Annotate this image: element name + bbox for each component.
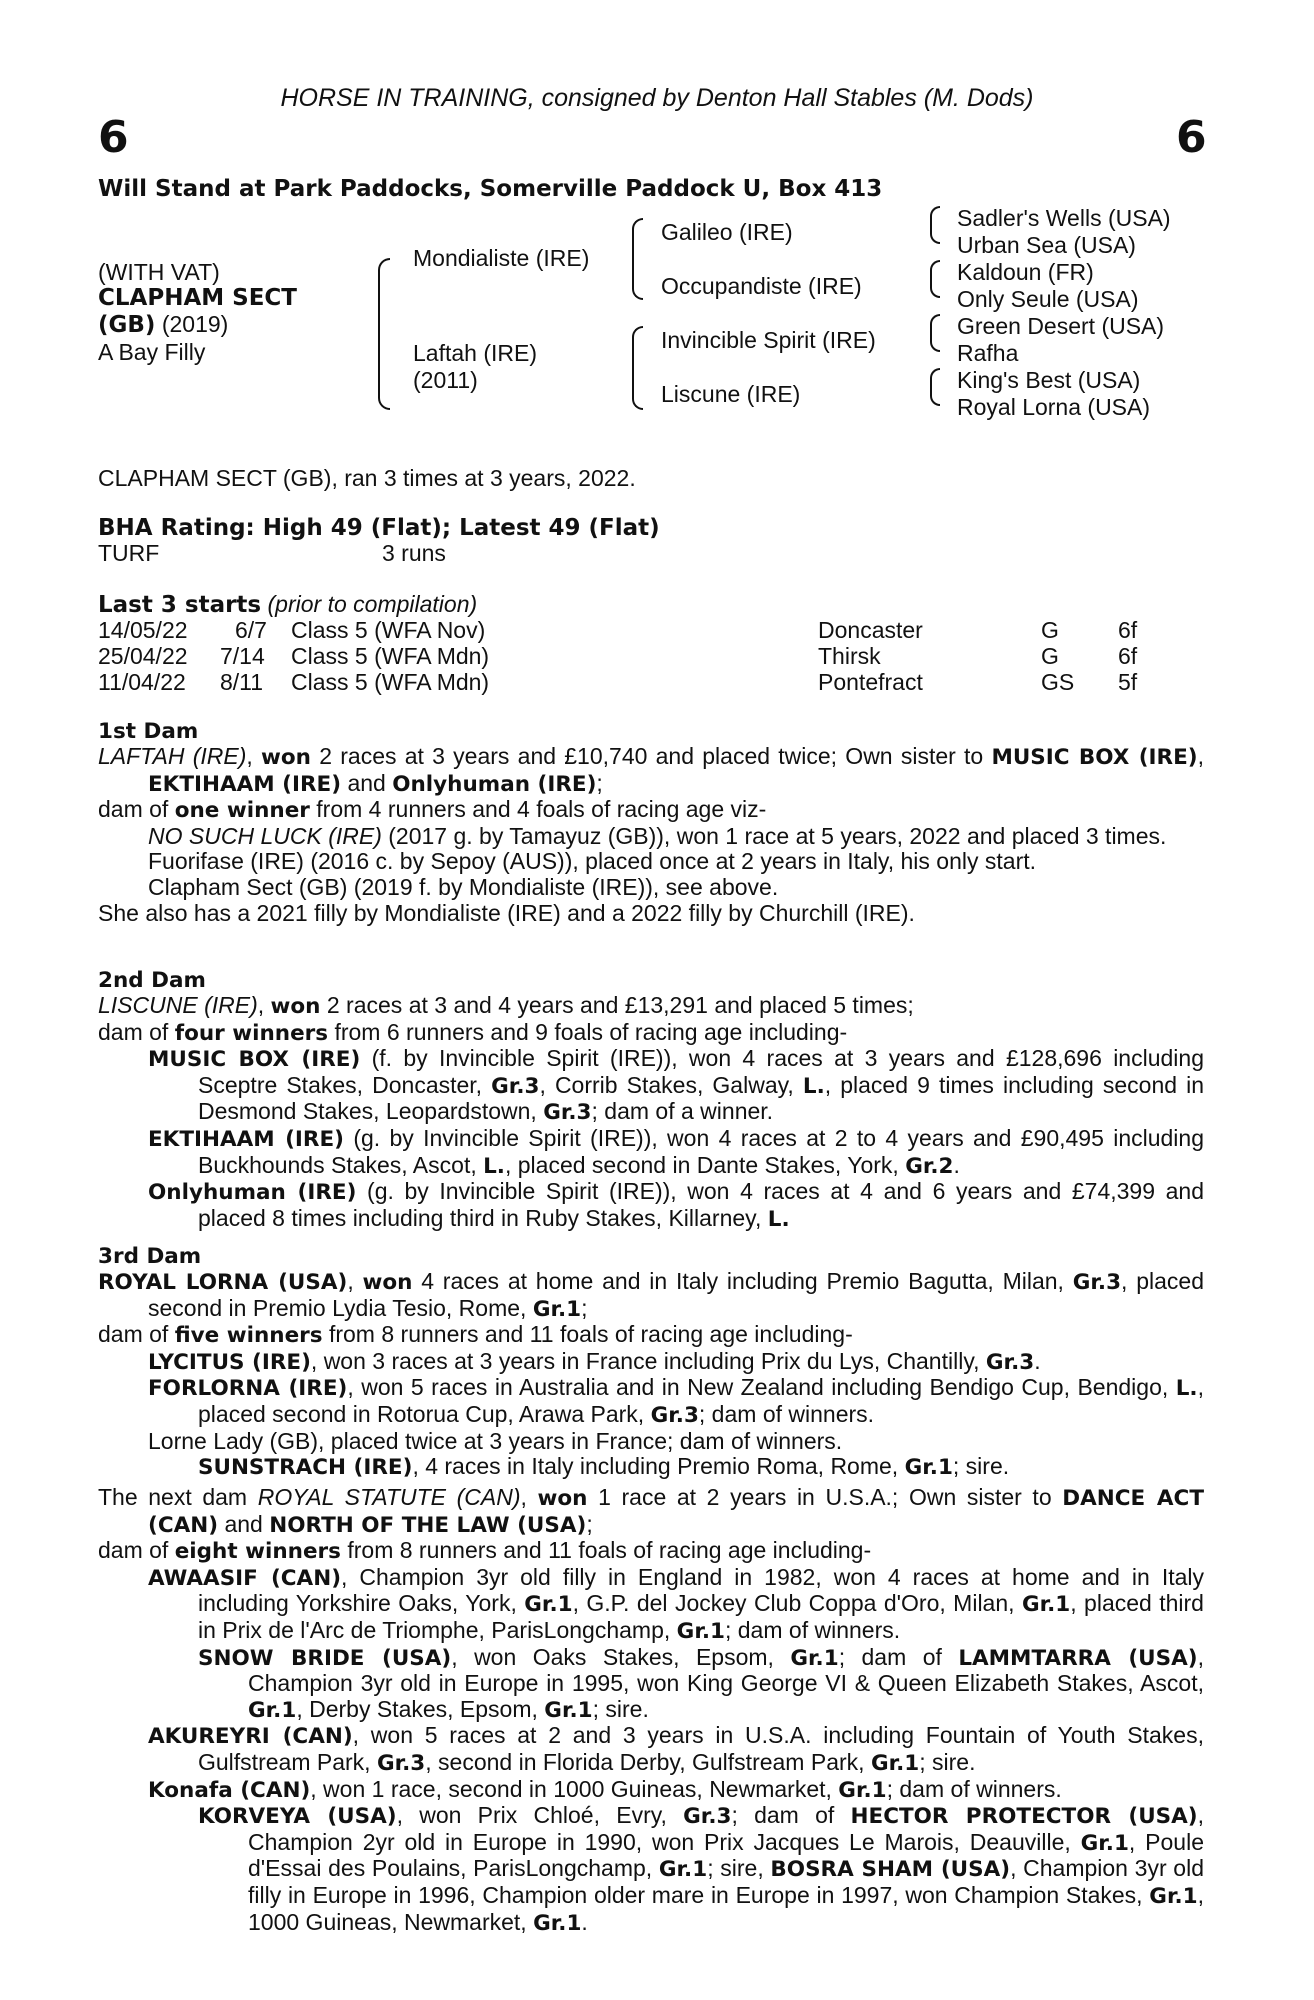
last-starts-table: [98, 618, 1158, 696]
won-label: won: [537, 1486, 588, 1511]
pedigree-brace-ds: [930, 314, 940, 352]
record-text: 2 races at 3 years and £10,740 and placed twice; Own sister to: [310, 743, 992, 769]
grade-label: Gr.1: [524, 1592, 573, 1618]
horse-country: (GB): [98, 312, 156, 338]
third-dam-section: [98, 1269, 1204, 1481]
record-text: dam of: [98, 1018, 175, 1045]
race-summary: CLAPHAM SECT (GB), ran 3 times at 3 years, 2022.: [98, 465, 636, 491]
record-text: , Champion 3yr old filly in England in 1982, won 4 races at home and in Italy including Yorkshire Oaks, York,: [198, 1563, 1204, 1617]
first-dam-name: LAFTAH (IRE): [98, 743, 247, 769]
produce-name: SNOW BRIDE (USA): [198, 1645, 452, 1671]
grade-label: Gr.3: [1072, 1270, 1122, 1295]
record-text: , Derby Stakes, Epsom,: [296, 1695, 545, 1722]
grade-label: Gr.3: [683, 1804, 732, 1830]
grade-label: Gr.1: [790, 1645, 839, 1671]
pedigree-sss: Sadler's Wells (USA): [957, 205, 1171, 231]
start-going: G: [1041, 643, 1059, 669]
record-text: 4 races at home and in Italy including Premio Bagutta, Milan,: [412, 1268, 1073, 1294]
first-dam-heading: 1st Dam: [98, 719, 199, 744]
grade-label: Gr.3: [491, 1073, 540, 1099]
grade-label: Gr.1: [544, 1697, 593, 1723]
grade-label: Gr.3: [376, 1750, 426, 1776]
horse-name: CLAPHAM SECT: [98, 285, 297, 311]
record-text: ;: [596, 769, 603, 796]
start-race: Class 5 (WFA Mdn): [291, 643, 490, 669]
pedigree-sire-dam: Occupandiste (IRE): [661, 273, 862, 299]
record-text: , 1000 Guineas, Newmarket,: [248, 1881, 1204, 1935]
start-distance: 6f: [1118, 617, 1138, 643]
record-text: , G.P. del Jockey Club Coppa d'Oro, Milan,: [572, 1590, 1022, 1617]
produce-name: KORVEYA (USA): [198, 1804, 397, 1830]
record-text: and: [218, 1510, 270, 1537]
third-dam-record: ROYAL LORNA (USA), won 4 races at home and in Italy including Premio Bagutta, Milan, Gr.3, placed second in Premio Lydia Tesio, Rome, Gr.1;: [98, 1268, 1204, 1322]
record-text: , 4 races in Italy including Premio Roma, Rome,: [412, 1453, 905, 1480]
won-label: won: [261, 745, 311, 770]
record-text: , Champion 2yr old in Europe in 1990, won Prix Jacques Le Marois, Deauville,: [248, 1802, 1204, 1855]
second-dam-produce-summary: [98, 1020, 1204, 1047]
consignment-line: HORSE IN TRAINING, consigned by Denton Hall Stables (M. Dods): [280, 84, 1034, 112]
produce-entry: Clapham Sect (GB) (2019 f. by Mondialiste (IRE)), see above.: [148, 873, 779, 900]
grade-label: Gr.1: [838, 1777, 887, 1803]
record-text: 2 races at 3 and 4 years and £13,291 and placed 5 times;: [320, 992, 914, 1018]
pedigree-dsd: Rafha: [957, 340, 1019, 366]
lot-number-left: 6: [98, 112, 129, 163]
record-text: .: [1034, 1347, 1041, 1374]
produce-entry: Fuorifase (IRE) (2016 c. by Sepoy (AUS)), placed once at 2 years in Italy, his only start.: [148, 848, 1037, 875]
produce-entry: [98, 1454, 1204, 1481]
record-text: from 8 runners and 11 foals of racing age including-: [322, 1321, 853, 1348]
pedigree-brace-dd: [930, 368, 940, 406]
produce-entry: Lorne Lady (GB), placed twice at 3 years in France; dam of winners.: [148, 1427, 843, 1454]
horse-year: (2019): [161, 311, 229, 337]
pedigree-sire-sire: Galileo (IRE): [661, 219, 793, 245]
start-course: Doncaster: [818, 617, 923, 643]
first-dam-record: LAFTAH (IRE), won 2 races at 3 years and £10,740 and placed twice; Own sister to MUSIC BOX (IRE), EKTIHAAM (IRE) and Onlyhuman (IRE);: [98, 743, 1204, 797]
grade-label: Gr.3: [650, 1402, 699, 1428]
record-text: ; sire.: [952, 1453, 1010, 1480]
record-text: , won 1 race, second in 1000 Guineas, Newmarket,: [310, 1775, 839, 1802]
pedigree-brace-sire: [632, 218, 643, 300]
produce-entry: [98, 1777, 1204, 1804]
winners-count: five winners: [174, 1323, 323, 1349]
first-dam-produce-summary: [98, 797, 1204, 824]
record-text: ; dam of winners.: [724, 1616, 901, 1643]
pedigree-dds: King's Best (USA): [957, 367, 1141, 393]
second-dam-name: LISCUNE (IRE): [98, 992, 258, 1018]
pedigree-sds: Kaldoun (FR): [957, 259, 1094, 285]
produce-name: LAMMTARRA (USA): [958, 1645, 1198, 1671]
record-text: ; sire.: [919, 1748, 976, 1775]
second-dam-heading: 2nd Dam: [98, 968, 206, 993]
record-text: dam of: [98, 1537, 175, 1564]
sibling-name: DANCE ACT (CAN): [148, 1486, 1204, 1538]
second-dam-section: [98, 993, 1204, 1232]
produce-note: She also has a 2021 filly by Mondialiste (IRE) and a 2022 filly by Churchill (IRE).: [98, 899, 915, 926]
grade-label: Gr.1: [658, 1857, 708, 1883]
grade-label: Gr.1: [676, 1618, 725, 1644]
record-text: , placed second in Premio Lydia Tesio, Rome,: [148, 1268, 1204, 1321]
lot-number-right: 6: [1176, 112, 1207, 163]
sibling-name: EKTIHAAM (IRE): [148, 771, 342, 797]
record-text: ; dam of winners.: [886, 1775, 1062, 1802]
start-position: 7/14: [220, 643, 265, 669]
first-dam-section: [98, 744, 1204, 926]
start-race: Class 5 (WFA Nov): [291, 617, 486, 643]
pedigree-sdd: Only Seule (USA): [957, 286, 1139, 312]
record-text: , won 5 races in Australia and in New Zealand including Bendigo Cup, Bendigo,: [347, 1374, 1176, 1401]
last-starts-heading: [98, 592, 477, 619]
pedigree-brace-sd: [930, 260, 940, 298]
record-text: ; dam of a winner.: [591, 1098, 774, 1125]
produce-entry: [98, 1349, 1204, 1376]
record-text: ; dam of: [731, 1802, 851, 1829]
start-date: 14/05/22: [98, 617, 188, 643]
sibling-name: Onlyhuman (IRE): [392, 771, 597, 797]
third-dam-name: ROYAL LORNA (USA): [98, 1270, 348, 1295]
next-dam-record: [98, 1485, 1204, 1538]
grade-label: Gr.1: [870, 1750, 920, 1776]
record-text: .: [581, 1908, 588, 1935]
record-text: ,: [520, 1484, 538, 1510]
record-text: , placed second in Rotorua Cup, Arawa Park,: [198, 1374, 1204, 1427]
rating-runs: 3 runs: [382, 540, 446, 566]
grade-label: L.: [1175, 1376, 1198, 1402]
record-text: , won 5 races at 2 and 3 years in U.S.A. including Fountain of Youth Stakes, Gulfstream Park,: [198, 1722, 1204, 1775]
record-text: ; sire.: [592, 1695, 649, 1722]
grade-label: L.: [802, 1073, 825, 1099]
record-text: (2017 g. by Tamayuz (GB)), won 1 race at 5 years, 2022 and placed 3 times.: [381, 822, 1167, 849]
start-course: Thirsk: [818, 643, 881, 669]
record-text: (g. by Invincible Spirit (IRE)), won 4 races at 4 and 6 years and £74,399 and placed 8 times including third in Ruby Stakes, Killarney,: [198, 1178, 1204, 1231]
produce-entry: [98, 1179, 1204, 1232]
record-text: , placed third in Prix de l'Arc de Triomphe, ParisLongchamp,: [198, 1590, 1204, 1643]
third-dam-heading: 3rd Dam: [98, 1244, 202, 1269]
produce-name: EKTIHAAM (IRE): [148, 1126, 344, 1152]
record-text: ;: [581, 1294, 588, 1321]
produce-entry: [98, 824, 1204, 850]
produce-name: FORLORNA (IRE): [148, 1376, 348, 1402]
start-date: 25/04/22: [98, 643, 188, 669]
next-dam-section: [98, 1485, 1204, 1936]
pedigree-dam-year: (2011): [413, 367, 478, 393]
next-dam-name: ROYAL STATUTE (CAN): [257, 1484, 521, 1510]
record-text: , won Prix Chloé, Evry,: [396, 1802, 684, 1829]
grade-label: Gr.1: [1149, 1883, 1198, 1909]
pedigree-dam: Laftah (IRE): [413, 340, 537, 366]
second-dam-record: LISCUNE (IRE), won 2 races at 3 and 4 years and £13,291 and placed 5 times;: [98, 992, 914, 1019]
produce-entry: [98, 1126, 1204, 1179]
grade-label: Gr.1: [248, 1697, 297, 1723]
winners-count: eight winners: [174, 1539, 341, 1565]
start-going: G: [1041, 617, 1059, 643]
horse-country-year: [98, 312, 228, 339]
start-race: Class 5 (WFA Mdn): [291, 669, 490, 695]
grade-label: L.: [483, 1153, 505, 1179]
start-distance: 6f: [1118, 643, 1138, 669]
grade-label: Gr.2: [905, 1153, 954, 1179]
record-text: from 6 runners and 9 foals of racing age including-: [328, 1018, 848, 1045]
produce-entry: [98, 1723, 1204, 1776]
record-text: , second in Florida Derby, Gulfstream Park,: [425, 1748, 871, 1775]
record-text: , Poule d'Essai des Poulains, ParisLongchamp,: [248, 1828, 1204, 1882]
winners-count: one winner: [174, 798, 310, 824]
produce-name: NO SUCH LUCK (IRE): [148, 822, 382, 849]
produce-name: AWAASIF (CAN): [148, 1565, 342, 1591]
record-text: , Champion 3yr old in Europe in 1995, won King George VI & Queen Elizabeth Stakes, Ascot,: [248, 1643, 1204, 1697]
start-course: Pontefract: [818, 669, 923, 695]
grade-label: Gr.1: [904, 1455, 953, 1481]
last-starts-note: (prior to compilation): [267, 591, 478, 617]
start-going: GS: [1041, 669, 1075, 695]
start-row: [98, 644, 1158, 670]
produce-entry: [98, 1046, 1204, 1126]
record-text: , won Oaks Stakes, Epsom,: [451, 1643, 791, 1670]
record-text: dam of: [98, 1321, 175, 1348]
sibling-name: NORTH OF THE LAW (USA): [269, 1512, 587, 1538]
pedigree-sire: Mondialiste (IRE): [413, 245, 590, 271]
pedigree-ddd: Royal Lorna (USA): [957, 394, 1151, 420]
winners-count: four winners: [174, 1020, 329, 1046]
record-text: The next dam: [98, 1484, 258, 1510]
record-text: , placed 9 times including second in Desmond Stakes, Leopardstown,: [198, 1071, 1205, 1125]
produce-name: BOSRA SHAM (USA): [770, 1857, 1011, 1883]
grade-label: Gr.1: [533, 1910, 582, 1936]
record-text: , won 3 races at 3 years in France including Prix du Lys, Chantilly,: [310, 1347, 986, 1374]
produce-name: AKUREYRI (CAN): [148, 1724, 353, 1750]
pedigree-brace-dam: [632, 326, 643, 410]
record-text: from 4 runners and 4 foals of racing age viz-: [309, 796, 767, 823]
pedigree-brace-ss: [930, 206, 940, 244]
produce-entry: [98, 1375, 1204, 1428]
won-label: won: [362, 1270, 413, 1295]
record-text: ; dam of winners.: [698, 1400, 875, 1427]
produce-entry: [98, 1645, 1204, 1724]
pedigree-ssd: Urban Sea (USA): [957, 232, 1136, 258]
third-dam-produce-summary: [98, 1322, 1204, 1349]
grade-label: Gr.3: [985, 1349, 1035, 1375]
start-date: 11/04/22: [98, 669, 186, 695]
produce-name: Onlyhuman (IRE): [148, 1180, 357, 1206]
produce-name: Konafa (CAN): [148, 1777, 311, 1803]
record-text: (f. by Invincible Spirit (IRE)), won 4 races at 3 years and £128,696 including Sceptre Stakes, Doncaster,: [198, 1045, 1204, 1098]
next-dam-produce-summary: [98, 1538, 1204, 1565]
record-text: , placed second in Dante Stakes, York,: [504, 1151, 906, 1178]
won-label: won: [270, 994, 321, 1019]
produce-entry: [98, 1803, 1204, 1936]
rating-surface: TURF: [98, 540, 160, 566]
last-starts-title: Last 3 starts: [98, 592, 262, 618]
produce-name: LYCITUS (IRE): [148, 1349, 311, 1375]
produce-entry: [98, 1565, 1204, 1645]
record-text: and: [341, 769, 393, 796]
pedigree-brace-main: [378, 258, 390, 410]
start-position: 8/11: [220, 669, 264, 695]
grade-label: Gr.3: [543, 1100, 592, 1126]
grade-label: Gr.1: [532, 1296, 582, 1322]
record-text: ; dam of: [838, 1643, 959, 1670]
record-text: from 8 runners and 11 foals of racing age including-: [340, 1537, 872, 1564]
grade-label: L.: [767, 1206, 790, 1232]
start-row: [98, 670, 1158, 696]
grade-label: Gr.1: [1021, 1592, 1071, 1618]
start-distance: 5f: [1118, 669, 1138, 695]
start-position: 6/7: [235, 617, 267, 643]
record-text: dam of: [98, 796, 175, 823]
pedigree-dam-dam: Liscune (IRE): [661, 381, 801, 407]
bha-rating: BHA Rating: High 49 (Flat); Latest 49 (Flat): [98, 515, 660, 541]
horse-description: A Bay Filly: [98, 339, 206, 365]
record-text: , Corrib Stakes, Galway,: [539, 1071, 803, 1098]
produce-name: MUSIC BOX (IRE): [148, 1047, 361, 1073]
start-row: [98, 618, 1158, 644]
vat-note: (WITH VAT): [98, 259, 220, 285]
record-text: ;: [586, 1510, 593, 1537]
pedigree-dss: Green Desert (USA): [957, 313, 1165, 339]
sibling-name: MUSIC BOX (IRE): [991, 745, 1198, 770]
record-text: .: [953, 1151, 960, 1178]
record-text: 1 race at 2 years in U.S.A.; Own sister to: [587, 1484, 1063, 1510]
produce-name: SUNSTRACH (IRE): [198, 1455, 413, 1481]
record-text: , Champion 3yr old filly in Europe in 1996, Champion older mare in Europe in 1997, won Champion Stakes,: [248, 1855, 1204, 1908]
record-text: ; sire,: [707, 1855, 771, 1882]
record-text: (g. by Invincible Spirit (IRE)), won 4 races at 2 to 4 years and £90,495 including Buckhounds Stakes, Ascot,: [198, 1124, 1204, 1178]
pedigree-dam-sire: Invincible Spirit (IRE): [661, 327, 876, 353]
location-line: Will Stand at Park Paddocks, Somerville Paddock U, Box 413: [98, 176, 883, 202]
grade-label: Gr.1: [1080, 1830, 1129, 1856]
produce-name: HECTOR PROTECTOR (USA): [850, 1804, 1198, 1830]
